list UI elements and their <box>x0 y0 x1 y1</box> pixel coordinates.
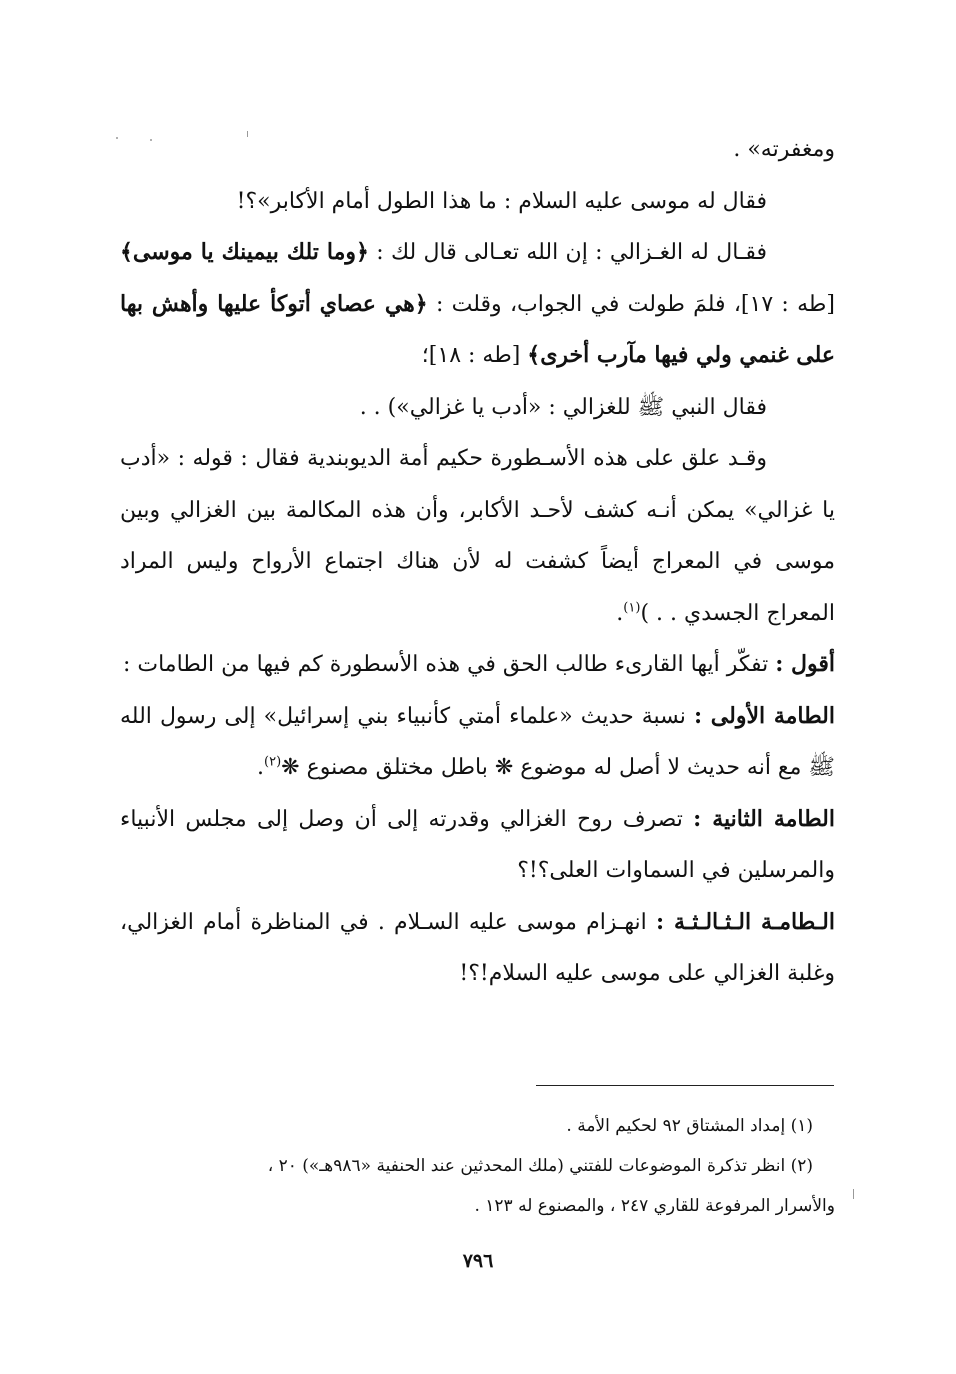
scan-speck <box>853 1189 854 1199</box>
scan-speck <box>150 139 152 141</box>
main-text <box>120 124 835 1000</box>
paragraph-9 <box>120 897 835 1000</box>
footnotes <box>120 1106 835 1226</box>
text-run: ومغفرته» . <box>733 137 835 162</box>
quran-quote: ﴿وما تلك بيمينك يا موسى﴾ <box>120 239 369 265</box>
text-run: وقـد علق على هذه الأسـطورة حكيم أمة الديوبندية فقال : قوله : «أدب يا غزالي» يمكن أنـه كشف لأحـد الأكابر، وأن هذه المكالمة بين الغزالي وبين موسى في المعراج أيضاً كشفت له لأن هناك اجتماع الأرواح وليس المراد المعراج الجسدي . . ) <box>120 446 835 626</box>
text-run: تصرف روح الغزالي وقدرته إلى أن وصل إلى مجلس الأنبياء والمرسلين في السماوات العلى؟!؟ <box>120 806 835 883</box>
paragraph-5 <box>120 433 835 639</box>
text-run: انهـزام موسى عليه السـلام . في المناظرة أمام الغزالي، وغلبة الغزالي على موسى عليه السلام!؟! <box>120 909 835 986</box>
paragraph-2 <box>120 176 835 228</box>
paragraph-8 <box>120 794 835 897</box>
footnote-2-continued: والأسرار المرفوعة للقاري ٢٤٧ ، والمصنوع له ١٢٣ . <box>474 1196 835 1216</box>
paragraph-3 <box>120 227 835 382</box>
paragraph-6 <box>120 639 835 691</box>
text-run: [طه : ١٨]؛ <box>421 343 528 368</box>
scan-speck <box>247 131 248 137</box>
scan-speck <box>116 137 118 139</box>
text-run: فقـال له الغـزالي : إن الله تعـالى قال لك : <box>368 240 767 265</box>
footnote-ref: (١) <box>623 600 641 616</box>
footnote-ref: (٢) <box>264 754 282 770</box>
quran-quote: ﴿هي عصاي أتوكأ عليها وأهش بها على غنمي ولي فيها مآرب أخرى﴾ <box>120 290 835 368</box>
paragraph-4 <box>120 382 835 434</box>
text-run: فقال النبي ﷺ للغزالي : «أدب يا غزالي») . . <box>359 394 767 420</box>
text-run: [طه : ١٧]، فلمَ طولت في الجواب، وقلت : <box>427 291 836 317</box>
paragraph-1 <box>120 124 835 176</box>
text-run: نسبة حديث «علماء أمتي كأنبياء بني إسرائيل» إلى رسول الله ﷺ مع أنه حديث لا أصل له موضوع ❋ باطل مختلق مصنوع ❋ <box>120 703 835 780</box>
text-run: . <box>257 755 265 780</box>
footnote-2: (٢) انظر تذكرة الموضوعات للفتني (ملك المحدثين عند الحنفية «٩٨٦هـ») ٢٠ ، <box>267 1156 813 1176</box>
heading-run: أقول : <box>775 651 835 677</box>
text-run: . <box>616 600 624 626</box>
heading-run: الطامة الثانية : <box>693 805 835 832</box>
heading-run: الـطامـة الـثـالـثـة : <box>656 908 835 935</box>
text-run: تفكّر أيها القارىء طالب الحق في هذه الأسطورة كم فيها من الطامات : <box>122 652 776 677</box>
heading-run: الطامة الأولى : <box>693 702 835 729</box>
paragraph-7 <box>120 691 835 794</box>
page-number: ٧٩٦ <box>462 1250 494 1272</box>
footnote-1: (١) إمداد المشتاق ٩٢ لحكيم الأمة . <box>566 1116 813 1136</box>
text-run: فقال له موسى عليه السلام : ما هذا الطول أمام الأكابر»؟! <box>236 188 767 214</box>
footnote-divider <box>536 1085 834 1086</box>
